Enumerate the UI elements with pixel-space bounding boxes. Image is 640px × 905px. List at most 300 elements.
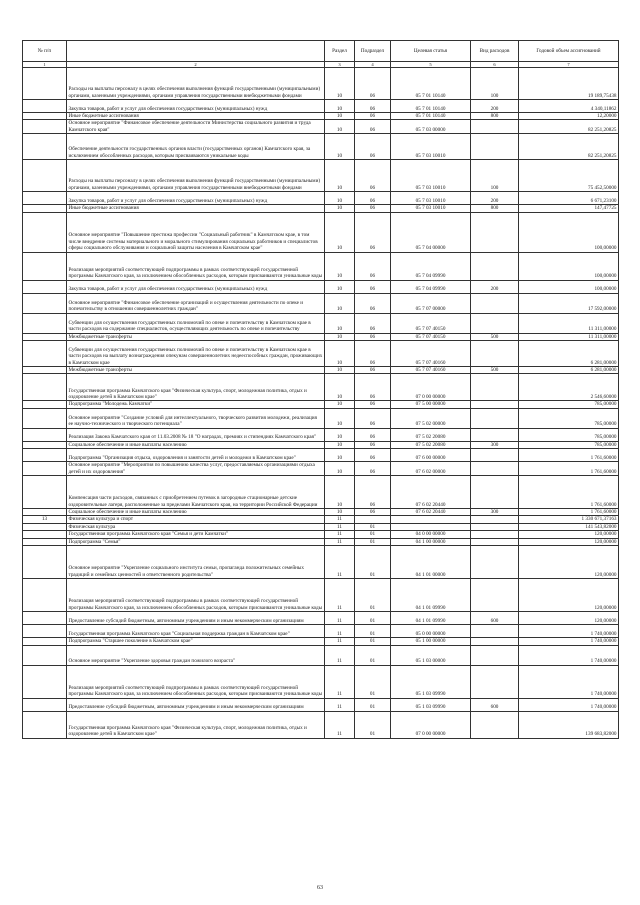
row-amount: 120,00000 bbox=[519, 546, 619, 579]
row-section: 10 bbox=[325, 462, 355, 476]
row-section: 10 bbox=[325, 333, 355, 340]
row-number bbox=[23, 441, 67, 448]
table-row bbox=[23, 341, 619, 367]
table-row bbox=[23, 441, 619, 448]
table-row bbox=[23, 698, 619, 711]
row-target: 05 0 00 00000 bbox=[391, 625, 471, 638]
table-row bbox=[23, 280, 619, 293]
row-amount: 1 761,60000 bbox=[519, 476, 619, 509]
row-name: Иные бюджетные ассигнования bbox=[67, 113, 325, 120]
row-subsection: 01 bbox=[355, 638, 391, 645]
budget-page bbox=[22, 40, 618, 739]
row-section: 10 bbox=[325, 205, 355, 212]
row-section: 10 bbox=[325, 449, 355, 462]
row-exptype bbox=[471, 516, 519, 523]
row-amount: 11 311,00000 bbox=[519, 333, 619, 340]
row-name: Обеспечение деятельности государственных органов власти (государственных органов) Камчатского края, за исключением обособленных расходов, которым присваиваются уникальные коды bbox=[67, 134, 325, 160]
row-target: 05 7 07 40150 bbox=[391, 313, 471, 333]
colnum: 5 bbox=[391, 62, 471, 68]
header-target: Целевая статья bbox=[391, 41, 471, 62]
row-name: Подпрограмма "Молодежь Камчатки" bbox=[67, 401, 325, 408]
row-exptype bbox=[471, 313, 519, 333]
row-amount: 19 189,75438 bbox=[519, 68, 619, 100]
row-subsection: 06 bbox=[355, 313, 391, 333]
row-subsection: 01 bbox=[355, 538, 391, 545]
row-number bbox=[23, 538, 67, 545]
row-number bbox=[23, 638, 67, 645]
row-name: Основное мероприятие "Укрепление здоровья граждан пожилого возраста" bbox=[67, 645, 325, 665]
row-number bbox=[23, 313, 67, 333]
row-target: 04 1 01 00000 bbox=[391, 546, 471, 579]
row-amount: 82 251,20825 bbox=[519, 120, 619, 134]
row-amount: 1 740,00000 bbox=[519, 645, 619, 665]
row-exptype: 300 bbox=[471, 509, 519, 516]
row-number bbox=[23, 367, 67, 374]
row-subsection: 06 bbox=[355, 462, 391, 476]
row-exptype: 500 bbox=[471, 333, 519, 340]
row-subsection: 06 bbox=[355, 374, 391, 401]
row-number bbox=[23, 212, 67, 252]
row-name: Закупка товаров, работ и услуг для обеспечения государственных (муниципальных) нужд bbox=[67, 100, 325, 113]
row-number bbox=[23, 192, 67, 205]
table-row bbox=[23, 428, 619, 441]
table-row bbox=[23, 401, 619, 408]
row-number bbox=[23, 252, 67, 280]
row-number bbox=[23, 401, 67, 408]
table-row bbox=[23, 638, 619, 645]
row-target: 04 1 00 00000 bbox=[391, 538, 471, 545]
row-amount: 12,20000 bbox=[519, 113, 619, 120]
row-target: 05 7 04 09990 bbox=[391, 252, 471, 280]
header-name bbox=[67, 41, 325, 62]
row-section: 10 bbox=[325, 280, 355, 293]
row-number bbox=[23, 625, 67, 638]
table-row bbox=[23, 665, 619, 698]
row-target: 05 7 07 40150 bbox=[391, 333, 471, 340]
table-row bbox=[23, 192, 619, 205]
row-subsection: 06 bbox=[355, 134, 391, 160]
row-exptype bbox=[471, 428, 519, 441]
row-section: 10 bbox=[325, 341, 355, 367]
row-amount: 120,00000 bbox=[519, 612, 619, 625]
row-section: 10 bbox=[325, 313, 355, 333]
row-subsection: 06 bbox=[355, 408, 391, 428]
row-target: 05 7 03 10010 bbox=[391, 160, 471, 192]
table-row bbox=[23, 293, 619, 313]
row-exptype bbox=[471, 252, 519, 280]
row-name: Подпрограмма "Семья" bbox=[67, 538, 325, 545]
row-exptype: 500 bbox=[471, 367, 519, 374]
row-subsection: 01 bbox=[355, 698, 391, 711]
row-name: Основное мероприятие "Укрепление социального института семьи, пропаганда положительных семейных традиций и семейных ценностей и ответственного родительства" bbox=[67, 546, 325, 579]
row-exptype bbox=[471, 212, 519, 252]
row-section: 11 bbox=[325, 612, 355, 625]
row-name: Государственная программа Камчатского края "Семья и дети Камчатки" bbox=[67, 531, 325, 538]
row-subsection: 06 bbox=[355, 160, 391, 192]
row-number bbox=[23, 698, 67, 711]
row-section: 10 bbox=[325, 441, 355, 448]
row-section: 11 bbox=[325, 538, 355, 545]
row-target: 05 7 01 10140 bbox=[391, 68, 471, 100]
row-section: 10 bbox=[325, 100, 355, 113]
colnum: 6 bbox=[471, 62, 519, 68]
row-exptype bbox=[471, 401, 519, 408]
table-row bbox=[23, 579, 619, 612]
row-target: 05 1 03 09990 bbox=[391, 698, 471, 711]
row-section: 11 bbox=[325, 638, 355, 645]
row-subsection: 06 bbox=[355, 252, 391, 280]
row-section: 11 bbox=[325, 665, 355, 698]
table-row bbox=[23, 509, 619, 516]
row-exptype bbox=[471, 293, 519, 313]
row-exptype bbox=[471, 374, 519, 401]
row-target: 05 7 04 00000 bbox=[391, 212, 471, 252]
table-row bbox=[23, 313, 619, 333]
row-name: Закупка товаров, работ и услуг для обеспечения государственных (муниципальных) нужд bbox=[67, 192, 325, 205]
row-target: 05 7 03 10010 bbox=[391, 192, 471, 205]
row-section: 10 bbox=[325, 367, 355, 374]
table-row bbox=[23, 546, 619, 579]
row-section: 10 bbox=[325, 134, 355, 160]
row-subsection: 06 bbox=[355, 100, 391, 113]
table-row bbox=[23, 625, 619, 638]
table-row bbox=[23, 538, 619, 545]
row-target: 07 0 00 00000 bbox=[391, 374, 471, 401]
row-target: 04 1 01 09990 bbox=[391, 579, 471, 612]
row-exptype: 200 bbox=[471, 192, 519, 205]
row-section: 11 bbox=[325, 579, 355, 612]
row-name: Физическая культура bbox=[67, 523, 325, 530]
row-exptype: 300 bbox=[471, 441, 519, 448]
row-exptype bbox=[471, 462, 519, 476]
row-number bbox=[23, 68, 67, 100]
row-target: 05 7 07 00000 bbox=[391, 293, 471, 313]
row-number bbox=[23, 100, 67, 113]
row-exptype bbox=[471, 579, 519, 612]
row-exptype: 600 bbox=[471, 698, 519, 711]
row-section: 10 bbox=[325, 509, 355, 516]
row-amount: 11 311,00000 bbox=[519, 313, 619, 333]
row-exptype: 800 bbox=[471, 205, 519, 212]
row-subsection: 06 bbox=[355, 192, 391, 205]
row-number bbox=[23, 531, 67, 538]
row-section: 10 bbox=[325, 252, 355, 280]
row-amount: 100,00000 bbox=[519, 212, 619, 252]
row-exptype: 600 bbox=[471, 612, 519, 625]
row-exptype: 200 bbox=[471, 280, 519, 293]
row-amount: 1 740,00000 bbox=[519, 638, 619, 645]
row-name: Государственная программа Камчатского края "Физическая культура, спорт, молодежная политика, отдых и оздоровление детей в Камчатском крае" bbox=[67, 711, 325, 738]
row-name: Подпрограмма "Старшее поколение в Камчатском крае" bbox=[67, 638, 325, 645]
row-name: Подпрограмма "Организация отдыха, оздоровления и занятости детей и молодежи в Камчатском крае" bbox=[67, 449, 325, 462]
row-amount: 120,00000 bbox=[519, 579, 619, 612]
row-name: Государственная программа Камчатского края "Социальная поддержка граждан в Камчатском крае" bbox=[67, 625, 325, 638]
row-number bbox=[23, 341, 67, 367]
row-exptype bbox=[471, 408, 519, 428]
row-number bbox=[23, 449, 67, 462]
row-subsection: 06 bbox=[355, 280, 391, 293]
table-row bbox=[23, 516, 619, 523]
row-name: Предоставление субсидий бюджетным, автономным учреждениям и иным некоммерческим организациям bbox=[67, 612, 325, 625]
row-name: Государственная программа Камчатского края "Физическая культура, спорт, молодежная политика, отдых и оздоровление детей в Камчатском крае" bbox=[67, 374, 325, 401]
row-amount: 147,47725 bbox=[519, 205, 619, 212]
row-exptype bbox=[471, 476, 519, 509]
row-number bbox=[23, 645, 67, 665]
row-subsection: 06 bbox=[355, 401, 391, 408]
row-target: 05 7 01 10140 bbox=[391, 100, 471, 113]
row-number bbox=[23, 612, 67, 625]
row-subsection: 01 bbox=[355, 625, 391, 638]
row-amount: 1 740,00000 bbox=[519, 698, 619, 711]
row-subsection: 06 bbox=[355, 428, 391, 441]
table-row bbox=[23, 645, 619, 665]
row-number bbox=[23, 374, 67, 401]
row-subsection: 01 bbox=[355, 645, 391, 665]
row-subsection bbox=[355, 516, 391, 523]
row-name: Социальное обеспечение и иные выплаты населению bbox=[67, 441, 325, 448]
colnum: 1 bbox=[23, 62, 67, 68]
table-row bbox=[23, 212, 619, 252]
table-row bbox=[23, 531, 619, 538]
row-section: 11 bbox=[325, 645, 355, 665]
table-row bbox=[23, 523, 619, 530]
row-amount: 4 340,11862 bbox=[519, 100, 619, 113]
row-name: Социальное обеспечение и иные выплаты населению bbox=[67, 509, 325, 516]
table-row bbox=[23, 711, 619, 738]
row-number bbox=[23, 428, 67, 441]
page-number: 63 bbox=[317, 885, 323, 891]
row-section: 11 bbox=[325, 516, 355, 523]
row-name: Реализация мероприятий соответствующей подпрограммы в рамках соответствующей государственной программы Камчатского края, за исключением обособленных расходов, которым присваиваются уникальные коды bbox=[67, 579, 325, 612]
row-exptype bbox=[471, 538, 519, 545]
row-section: 11 bbox=[325, 523, 355, 530]
row-name: Реализация мероприятий соответствующей подпрограммы в рамках соответствующей государственной программы Камчатского края, за исключением обособленных расходов, которым присваиваются уникальные коды bbox=[67, 665, 325, 698]
table-row bbox=[23, 252, 619, 280]
row-exptype bbox=[471, 711, 519, 738]
row-exptype bbox=[471, 120, 519, 134]
row-subsection: 06 bbox=[355, 341, 391, 367]
row-section: 10 bbox=[325, 401, 355, 408]
row-section: 11 bbox=[325, 698, 355, 711]
colnum: 4 bbox=[355, 62, 391, 68]
row-name: Основное мероприятие "Создание условий для интеллектуального, творческого развития молодежи, реализация ее научно-технического и творческого потенциала" bbox=[67, 408, 325, 428]
row-exptype bbox=[471, 665, 519, 698]
row-amount: 785,00000 bbox=[519, 428, 619, 441]
row-exptype: 200 bbox=[471, 100, 519, 113]
row-target: 05 1 03 00000 bbox=[391, 645, 471, 665]
row-amount: 1 761,60000 bbox=[519, 509, 619, 516]
row-section: 10 bbox=[325, 212, 355, 252]
row-amount: 141 543,82000 bbox=[519, 523, 619, 530]
table-row bbox=[23, 120, 619, 134]
row-subsection: 01 bbox=[355, 523, 391, 530]
row-target: 07 6 02 00000 bbox=[391, 462, 471, 476]
row-amount: 1 330 671,37163 bbox=[519, 516, 619, 523]
table-row bbox=[23, 374, 619, 401]
row-subsection: 06 bbox=[355, 476, 391, 509]
row-target: 05 7 07 40160 bbox=[391, 367, 471, 374]
row-amount: 17 592,00000 bbox=[519, 293, 619, 313]
row-number bbox=[23, 113, 67, 120]
row-subsection: 06 bbox=[355, 509, 391, 516]
row-number: 13 bbox=[23, 516, 67, 523]
row-amount: 2 546,60000 bbox=[519, 374, 619, 401]
row-section: 10 bbox=[325, 408, 355, 428]
row-section: 10 bbox=[325, 160, 355, 192]
row-amount: 785,00000 bbox=[519, 401, 619, 408]
table-row bbox=[23, 113, 619, 120]
table-row bbox=[23, 205, 619, 212]
header-num: № п/п bbox=[23, 41, 67, 62]
row-section: 10 bbox=[325, 68, 355, 100]
row-name: Основное мероприятие "Мероприятия по повышению качества услуг, предоставляемых организациями отдыха детей и их оздоровления" bbox=[67, 462, 325, 476]
row-amount: 139 683,82000 bbox=[519, 711, 619, 738]
row-target: 05 7 03 00000 bbox=[391, 120, 471, 134]
row-section: 10 bbox=[325, 374, 355, 401]
colnum: 7 bbox=[519, 62, 619, 68]
row-target: 05 7 03 10010 bbox=[391, 205, 471, 212]
row-target bbox=[391, 523, 471, 530]
row-amount: 75 452,50000 bbox=[519, 160, 619, 192]
row-number bbox=[23, 160, 67, 192]
row-number bbox=[23, 293, 67, 313]
colnum: 3 bbox=[325, 62, 355, 68]
row-name: Межбюджетные трансферты bbox=[67, 333, 325, 340]
row-exptype bbox=[471, 134, 519, 160]
row-name: Субвенции для осуществления государственных полномочий по опеке и попечительству в Камчатском крае в части расходов на выплату вознаграждения опекунам совершеннолетних недееспособных граждан, проживающих в Камчатском крае bbox=[67, 341, 325, 367]
row-section: 11 bbox=[325, 546, 355, 579]
row-section: 11 bbox=[325, 531, 355, 538]
row-number bbox=[23, 462, 67, 476]
row-target: 04 0 00 00000 bbox=[391, 531, 471, 538]
row-subsection: 01 bbox=[355, 579, 391, 612]
row-name: Предоставление субсидий бюджетным, автономным учреждениям и иным некоммерческим организациям bbox=[67, 698, 325, 711]
row-target: 05 1 00 00000 bbox=[391, 638, 471, 645]
table-row bbox=[23, 367, 619, 374]
row-number bbox=[23, 205, 67, 212]
row-name: Иные бюджетные ассигнования bbox=[67, 205, 325, 212]
row-name: Основное мероприятие "Повышение престижа профессии "Социальный работник" в Камчатском крае, в том числе внедрение системы материального и морального стимулирования социальных работников и специалистов сферы социального обслуживания и социальной защиты населения в Камчатском крае" bbox=[67, 212, 325, 252]
row-section: 10 bbox=[325, 293, 355, 313]
row-number bbox=[23, 333, 67, 340]
row-name: Основное мероприятие "Финансовое обеспечение деятельности Министерства социального развития и труда Камчатского края" bbox=[67, 120, 325, 134]
row-subsection: 06 bbox=[355, 333, 391, 340]
header-section: Раздел bbox=[325, 41, 355, 62]
row-subsection: 06 bbox=[355, 212, 391, 252]
row-target: 05 7 03 10010 bbox=[391, 134, 471, 160]
table-row bbox=[23, 476, 619, 509]
row-exptype bbox=[471, 531, 519, 538]
row-subsection: 06 bbox=[355, 449, 391, 462]
row-target: 07 5 02 20080 bbox=[391, 428, 471, 441]
budget-table bbox=[22, 40, 619, 739]
row-amount: 120,00000 bbox=[519, 538, 619, 545]
row-amount: 785,00000 bbox=[519, 441, 619, 448]
row-number bbox=[23, 476, 67, 509]
row-amount: 1 761,60000 bbox=[519, 462, 619, 476]
row-amount: 100,00000 bbox=[519, 280, 619, 293]
row-subsection: 06 bbox=[355, 68, 391, 100]
table-row bbox=[23, 100, 619, 113]
row-section: 10 bbox=[325, 120, 355, 134]
row-amount: 1 740,00000 bbox=[519, 665, 619, 698]
row-target: 05 7 04 09990 bbox=[391, 280, 471, 293]
row-target: 05 7 01 10140 bbox=[391, 113, 471, 120]
row-section: 11 bbox=[325, 711, 355, 738]
row-exptype: 100 bbox=[471, 68, 519, 100]
table-row bbox=[23, 612, 619, 625]
row-exptype bbox=[471, 645, 519, 665]
table-header-row bbox=[23, 41, 619, 62]
row-target bbox=[391, 516, 471, 523]
row-name: Межбюджетные трансферты bbox=[67, 367, 325, 374]
row-exptype bbox=[471, 341, 519, 367]
header-amount: Годовой объем ассигнований bbox=[519, 41, 619, 62]
row-subsection: 01 bbox=[355, 665, 391, 698]
row-number bbox=[23, 665, 67, 698]
row-name: Расходы на выплаты персоналу в целях обеспечения выполнения функций государственными (муниципальными) органами, казенными учреждениями, органами управления государственными внебюджетными фондами bbox=[67, 68, 325, 100]
row-target: 07 6 02 20440 bbox=[391, 509, 471, 516]
row-amount: 6 281,00000 bbox=[519, 367, 619, 374]
row-amount: 100,00000 bbox=[519, 252, 619, 280]
table-row bbox=[23, 462, 619, 476]
row-name: Субвенции для осуществления государственных полномочий по опеке и попечительству в Камчатском крае в части расходов на содержание специалистов, осуществляющих деятельность по опеке и попечительству bbox=[67, 313, 325, 333]
row-name: Закупка товаров, работ и услуг для обеспечения государственных (муниципальных) нужд bbox=[67, 280, 325, 293]
row-section: 11 bbox=[325, 625, 355, 638]
row-section: 10 bbox=[325, 428, 355, 441]
row-number bbox=[23, 120, 67, 134]
row-subsection: 01 bbox=[355, 612, 391, 625]
row-target: 05 1 03 09990 bbox=[391, 665, 471, 698]
row-number bbox=[23, 546, 67, 579]
table-row bbox=[23, 160, 619, 192]
row-number bbox=[23, 280, 67, 293]
row-subsection: 01 bbox=[355, 531, 391, 538]
row-name: Компенсация части расходов, связанных с приобретением путевок в загородные стационарные детские оздоровительные лагеря, расположенные за пределами Камчатского края, на территории Российской Федерации bbox=[67, 476, 325, 509]
row-number bbox=[23, 579, 67, 612]
colnum: 2 bbox=[67, 62, 325, 68]
row-number bbox=[23, 523, 67, 530]
row-subsection: 06 bbox=[355, 120, 391, 134]
row-exptype: 800 bbox=[471, 113, 519, 120]
row-amount: 1 761,60000 bbox=[519, 449, 619, 462]
row-target: 07 5 02 20080 bbox=[391, 441, 471, 448]
row-amount: 1 740,00000 bbox=[519, 625, 619, 638]
row-subsection: 06 bbox=[355, 113, 391, 120]
row-target: 07 5 00 00000 bbox=[391, 401, 471, 408]
row-name: Физическая культура и спорт bbox=[67, 516, 325, 523]
header-subsection: Подраздел bbox=[355, 41, 391, 62]
row-number bbox=[23, 509, 67, 516]
row-exptype bbox=[471, 638, 519, 645]
table-row bbox=[23, 134, 619, 160]
row-exptype bbox=[471, 625, 519, 638]
row-name: Основное мероприятие "Финансовое обеспечение организаций и осуществления деятельности по опеке и попечительству в отношении совершеннолетних граждан" bbox=[67, 293, 325, 313]
row-exptype bbox=[471, 449, 519, 462]
row-name: Расходы на выплаты персоналу в целях обеспечения выполнения функций государственными (муниципальными) органами, казенными учреждениями, органами управления государственными внебюджетными фондами bbox=[67, 160, 325, 192]
row-exptype: 100 bbox=[471, 160, 519, 192]
row-subsection: 01 bbox=[355, 711, 391, 738]
row-subsection: 06 bbox=[355, 441, 391, 448]
row-subsection: 06 bbox=[355, 293, 391, 313]
row-target: 05 7 07 40160 bbox=[391, 341, 471, 367]
row-subsection: 06 bbox=[355, 205, 391, 212]
header-exptype: Вид расходов bbox=[471, 41, 519, 62]
row-number bbox=[23, 711, 67, 738]
row-amount: 120,00000 bbox=[519, 531, 619, 538]
row-target: 07 0 00 00000 bbox=[391, 711, 471, 738]
row-target: 07 6 00 00000 bbox=[391, 449, 471, 462]
